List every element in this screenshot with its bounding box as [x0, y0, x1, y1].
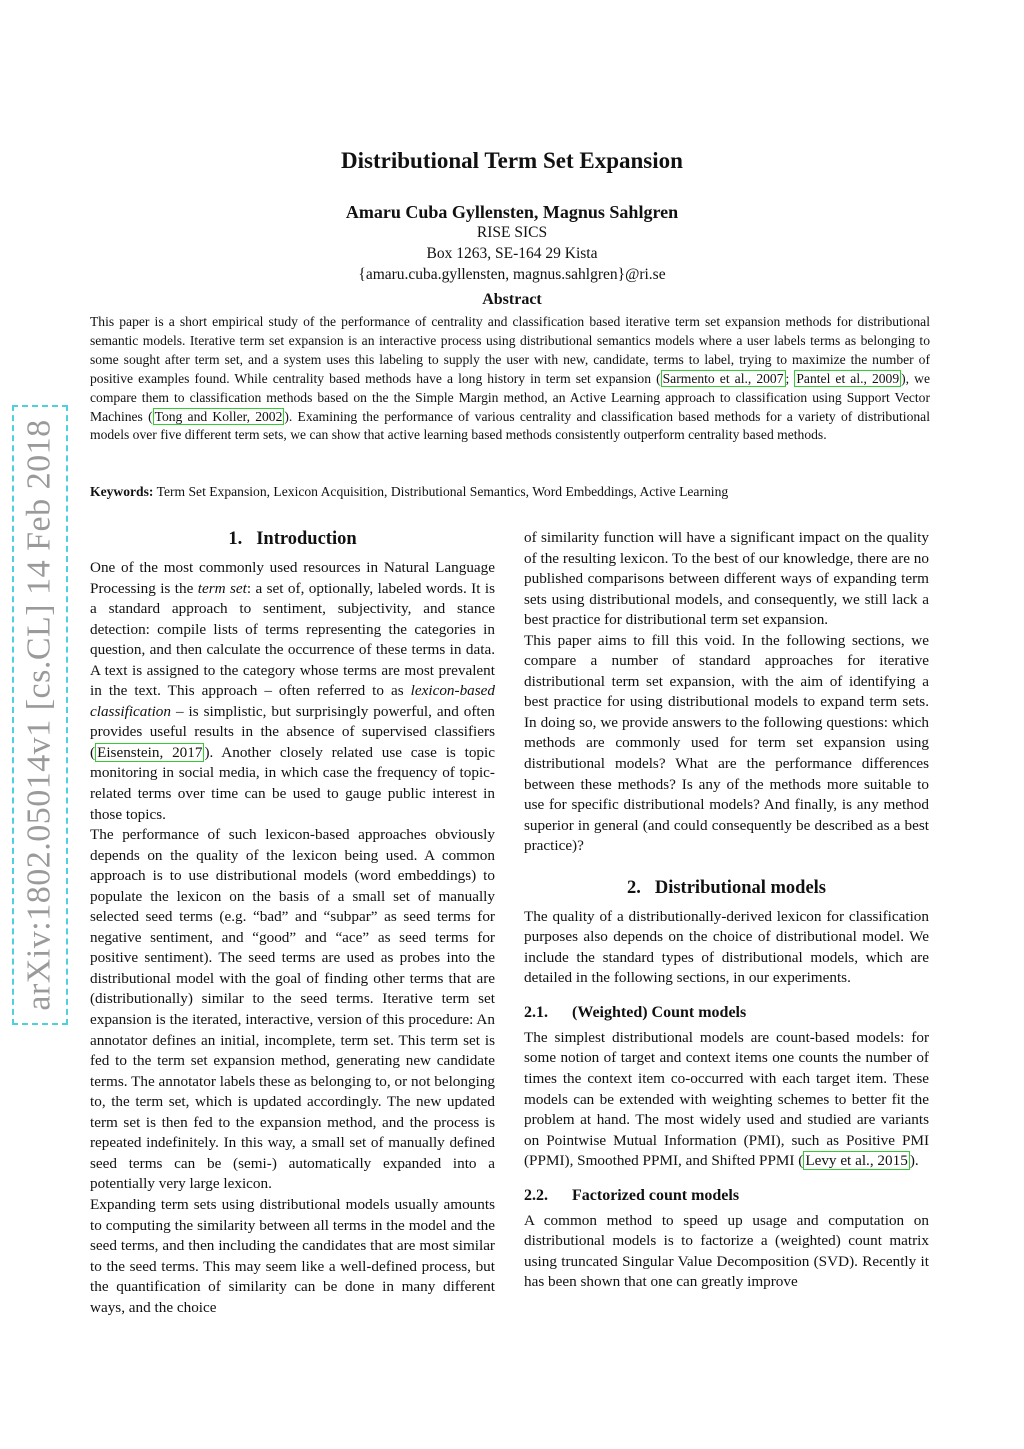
keywords [90, 483, 930, 501]
arxiv-stamp [12, 405, 68, 1025]
right-column [524, 528, 929, 1293]
affiliation-address: Box 1263, SE-164 29 Kista [426, 245, 598, 262]
affiliation-emails: {amaru.cuba.gyllensten, magnus.sahlgren}@ri.se [358, 266, 666, 283]
citation-link[interactable]: Sarmento et al., 2007 [662, 370, 784, 386]
author-list: Amaru Cuba Gyllensten, Magnus Sahlgren [345, 202, 679, 222]
paragraph: This paper aims to fill this void. In the following sections, we compare a number of standard approaches for iterative distributional term set expansion, with the aim of identifying a best practice for using distributional models to expand term sets. In doing so, we provide answers to the following questions: which methods are commonly used for term set expansion using distributional models? What are the performance differences between these methods? Is any of the methods more suitable to use for specific distributional models? And finally, is any method superior in general (and could consequently be described as a best practice)? [524, 631, 929, 855]
paragraph: The simplest distributional models are count-based models: for some notion of target and context items one counts the number of times the context item co-occurred with each target item. These models can be extended with weighting schemes to better fit the problem at hand. The most widely used and studied are variants on Pointwise Mutual Information (PMI), such as Positive PMI (PPMI), Smoothed PPMI, and Shifted PPMI ( Levy et al., 2015 ). [524, 1028, 929, 1170]
paragraph: One of the most commonly used resources in Natural Language Processing is the term set: a set of, optionally, labeled words. It is a standard approach to sentiment, subjectivity, and stance detection: compile lists of terms representing the categories in question, and then calculate the occurrence of these terms in data. A text is assigned to the category whose terms are most prevalent in the text. This approach – often referred to as lexicon-based classification – is simplistic, but surprisingly powerful, and often provides useful results in the absence of supervised classifiers ( Eisenstein, 2017 ). Another closely related use case is topic monitoring in social media, in which case the frequency of topic-related terms over time can be used to gauge public interest in those topics. [90, 559, 495, 823]
paper-title: Distributional Term Set Expansion [341, 148, 683, 173]
paragraph: Expanding term sets using distributional models usually amounts to computing the similarity between all terms in the model and the seed terms, and then including the candidates that are most similar to the seed terms. This may seem like a well-defined process, but the quantification of similarity can be done in many different ways, and the choice [90, 1195, 495, 1316]
paragraph: The performance of such lexicon-based approaches obviously depends on the quality of the lexicon being used. A common approach is to use distributional models (word embeddings) to populate the lexicon on the basis of a small set of manually selected seed terms (e.g. “bad” and “subpar” as seed terms for negative sentiment, and “good” and “ace” as seed terms for positive sentiment). The seed terms are used as probes into the distributional model with the goal of finding other terms that are (distributionally) similar to the seed terms. Iterative term set expansion is the iterated, interactive, version of this procedure: An annotator defines an initial, incomplete, term set. This term set is fed to the term set expansion method, generating new candidate terms. The annotator labels these as belonging to, or not belonging to, the term set, which is updated accordingly. The new updated term set is then fed to the expansion method, and the process is repeated indefinitely. In this way, a small set of manually defined seed terms can be (semi-) automatically expanded into a potentially very large lexicon. [90, 826, 495, 1193]
section-heading-introduction: 1. Introduction [228, 529, 357, 549]
citation-link[interactable]: Eisenstein, 2017 [97, 743, 203, 761]
keywords-text: Term Set Expansion, Lexicon Acquisition, Distributional Semantics, Word Embeddings, Active Learning [153, 484, 729, 499]
citation-link[interactable]: Tong and Koller, 2002 [154, 408, 283, 424]
citation-link[interactable]: Pantel et al., 2009 [796, 370, 900, 386]
subsection-heading-count-models: 2.1. (Weighted) Count models [524, 1003, 747, 1021]
keywords-label: Keywords: [90, 484, 154, 499]
abstract-body: This paper is a short empirical study of the performance of centrality and classification based iterative term set expansion methods for distributional semantic models. Iterative term set expansion is an interactive process using distributional semantics models where a user labels terms as belonging to some sought after term set, and a system uses this labeling to supply the user with new, candidate, terms to label, trying to maximize the number of positive examples found. While centrality based methods have a long history in term set expansion ( Sarmento et al., 2007 ; Pantel et al., 2009 ), we compare them to classification methods based on the the Simple Margin method, an Active Learning approach to classification using Support Vector Machines ( Tong and Koller, 2002 ). Examining the performance of various centrality and classification based methods for a variety of distributional models over five different term sets, we can show that active learning based methods consistently outperform centrality based methods. [90, 314, 930, 443]
arxiv-id: arXiv:1802.05014v1 [cs.CL] 14 Feb 2018 [21, 419, 58, 1011]
paragraph: of similarity function will have a significant impact on the quality of the resulting lexicon. To the best of our knowledge, there are no published comparisons between different ways of expanding term sets using distributional models, and consequently, we still lack a best practice for distributional term set expansion. [524, 529, 929, 629]
affiliation-org: RISE SICS [476, 224, 548, 241]
paragraph: The quality of a distributionally-derived lexicon for classification purposes also depends on the choice of distributional model. We include the standard types of distributional models, which are detailed in the following sections, in our experiments. [524, 907, 929, 987]
section-heading-distributional-models: 2. Distributional models [626, 877, 827, 898]
abstract-heading: Abstract [482, 291, 542, 308]
subsection-heading-factorized-models: 2.2. Factorized count models [524, 1186, 740, 1204]
left-column [90, 528, 495, 1318]
citation-link[interactable]: Levy et al., 2015 [805, 1152, 908, 1170]
paragraph: A common method to speed up usage and computation on distributional models is to factorize a (weighted) count matrix using truncated Singular Value Decomposition (SVD). Recently it has been shown that one can greatly improve [524, 1211, 929, 1291]
